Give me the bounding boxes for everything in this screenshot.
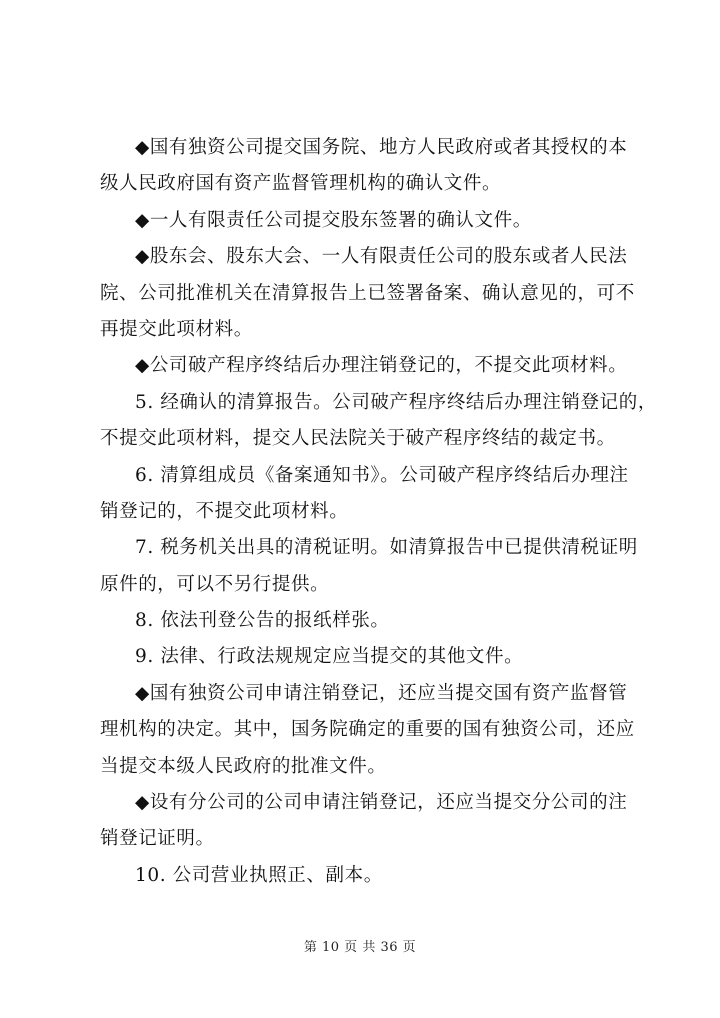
paragraph-line: 销登记的，不提交此项材料。	[100, 500, 349, 522]
paragraph-line: ◆设有分公司的公司申请注销登记，还应当提交分公司的注	[135, 792, 628, 814]
paragraph-line: 6. 清算组成员《备案通知书》。公司破产程序终结后办理注	[135, 464, 629, 486]
paragraph-line: ◆公司破产程序终结后办理注销登记的，不提交此项材料。	[135, 355, 628, 377]
paragraph-line: 再提交此项材料。	[100, 318, 253, 340]
paragraph-line: 原件的，可以不另行提供。	[100, 573, 330, 595]
paragraph-line: 院、公司批准机关在清算报告上已签署备案、确认意见的，可不	[100, 282, 635, 304]
paragraph-line: 7. 税务机关出具的清税证明。如清算报告中已提供清税证明	[135, 537, 638, 559]
paragraph-line: ◆国有独资公司提交国务院、地方人民政府或者其授权的本	[135, 137, 628, 158]
paragraph-line: 10. 公司营业执照正、副本。	[135, 864, 383, 886]
paragraph-line: 5. 经确认的清算报告。公司破产程序终结后办理注销登记的，	[135, 391, 657, 413]
paragraph-line: ◆一人有限责任公司提交股东签署的确认文件。	[135, 209, 532, 231]
paragraph-line: 9. 法律、行政法规规定应当提交的其他文件。	[135, 646, 524, 668]
paragraph-line: 级人民政府国有资产监督管理机构的确认文件。	[100, 173, 502, 195]
paragraph-line: 8. 依法刊登公告的报纸样张。	[135, 610, 390, 632]
paragraph-line: ◆股东会、股东大会、一人有限责任公司的股东或者人民法	[135, 246, 628, 268]
paragraph-line: ◆国有独资公司申请注销登记，还应当提交国有资产监督管	[135, 682, 628, 704]
page-number-footer: 第 10 页 共 36 页	[303, 940, 417, 955]
paragraph-line: 当提交本级人民政府的批准文件。	[100, 755, 387, 777]
paragraph-line: 销登记证明。	[100, 828, 215, 850]
paragraph-line: 理机构的决定。其中，国务院确定的重要的国有独资公司，还应	[100, 719, 635, 741]
paragraph-line: 不提交此项材料，提交人民法院关于破产程序终结的裁定书。	[100, 428, 616, 450]
document-body	[100, 130, 660, 894]
